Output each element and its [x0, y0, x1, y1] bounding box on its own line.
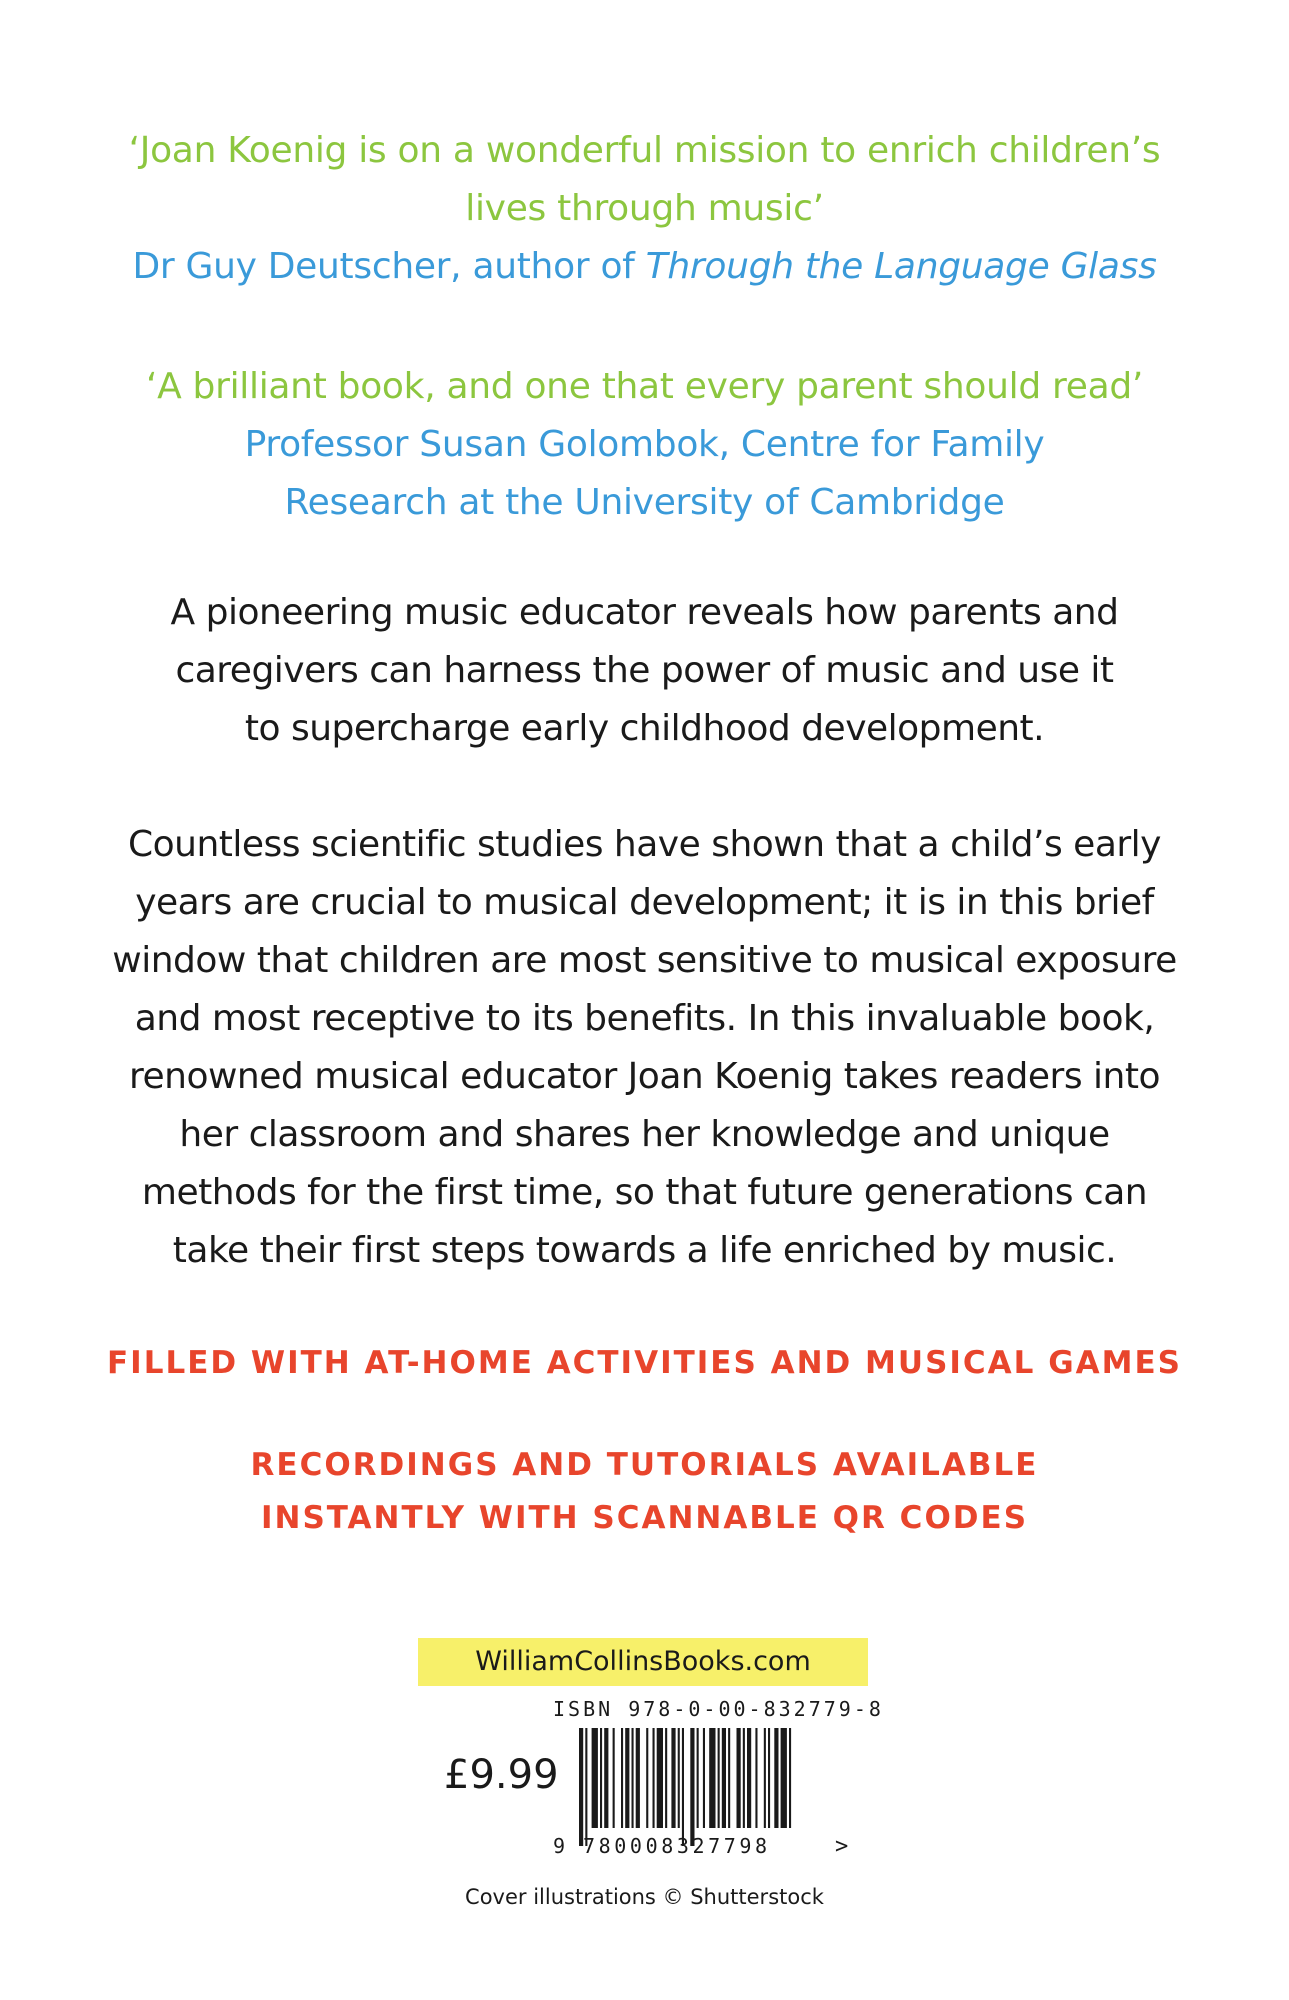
barcode-bars [579, 1728, 791, 1846]
barcode [545, 1728, 865, 1863]
endorsement-1 [100, 122, 1189, 296]
isbn-label: ISBN 978-0-00-832779-8 [553, 1697, 884, 1721]
barcode-bar [579, 1728, 583, 1846]
barcode-bar [657, 1728, 663, 1828]
barcode-lead-digit: 9 [553, 1834, 566, 1858]
barcode-bar [636, 1728, 640, 1828]
barcode-bar [600, 1728, 602, 1828]
barcode-bar [665, 1728, 667, 1828]
barcode-bar [690, 1728, 694, 1846]
barcode-bar [747, 1728, 751, 1828]
barcode-bar [743, 1728, 745, 1828]
barcode-bar [697, 1728, 699, 1828]
endorsement-attribution [100, 238, 1189, 296]
barcode-bar [703, 1728, 705, 1828]
barcode-end-mark: > [835, 1834, 849, 1859]
barcode-bar [728, 1728, 730, 1828]
barcode-bar [585, 1728, 587, 1846]
attribution-name: Dr Guy Deutscher, author of [132, 246, 646, 287]
barcode-bar [682, 1728, 684, 1846]
endorsement-quote: ‘Joan Koenig is on a wonderful mission to enrich children’s lives through music’ [128, 130, 1161, 229]
price: £9.99 [444, 1752, 559, 1798]
cover-credit: Cover illustrations © Shutterstock [465, 1885, 824, 1909]
barcode-bar [768, 1728, 770, 1828]
endorsement-quote: ‘A brilliant book, and one that every parent should read’ [145, 366, 1144, 407]
endorsement-attribution [100, 416, 1189, 532]
barcode-bar [671, 1728, 675, 1828]
barcode-bar [592, 1728, 598, 1828]
highlight-activities: FILLED WITH AT-HOME ACTIVITIES AND MUSICAL GAMES [106, 1345, 1183, 1381]
attribution-name: Professor Susan Golombok, Centre for Family Research at the University of Cambridge [244, 424, 1045, 523]
barcode-bar [718, 1728, 720, 1828]
barcode-digits: 780008327798 [583, 1834, 771, 1858]
barcode-bar [737, 1728, 741, 1828]
endorsement-2 [100, 358, 1189, 532]
blurb-paragraph-2: Countless scientific studies have shown that a child’s early years are crucial to musical development; it is in this brief window that children are most sensitive to musical exposure and most receptive to its benefits. In this invaluable book, renowned musical educator Joan Koenig takes readers into her classroom and shares her knowledge and unique methods for the first time, so that future generations can take their first steps towards a life enriched by music. [112, 824, 1177, 1271]
barcode-bar [722, 1728, 726, 1828]
attribution-book-title: Through the Language Glass [645, 246, 1157, 287]
highlight-recordings: RECORDINGS AND TUTORIALS AVAILABLE INSTANTLY WITH SCANNABLE QR CODES [250, 1447, 1039, 1536]
barcode-bar [755, 1728, 757, 1828]
barcode-bar [613, 1728, 615, 1828]
barcode-bar [764, 1728, 766, 1828]
publisher-website: WilliamCollinsBooks.com [418, 1638, 868, 1686]
barcode-bar [678, 1728, 680, 1828]
barcode-bar [625, 1728, 629, 1828]
barcode-bar [653, 1728, 655, 1828]
barcode-bar [781, 1728, 787, 1828]
barcode-bar [621, 1728, 623, 1828]
barcode-bar [646, 1728, 648, 1828]
barcode-bar [709, 1728, 715, 1828]
barcode-bar [632, 1728, 634, 1828]
barcode-bar [774, 1728, 778, 1828]
barcode-bar [604, 1728, 608, 1828]
blurb-paragraph-1: A pioneering music educator reveals how parents and caregivers can harness the power of music and use it to supercharge early childhood development. [170, 592, 1119, 749]
barcode-bar [789, 1728, 791, 1828]
